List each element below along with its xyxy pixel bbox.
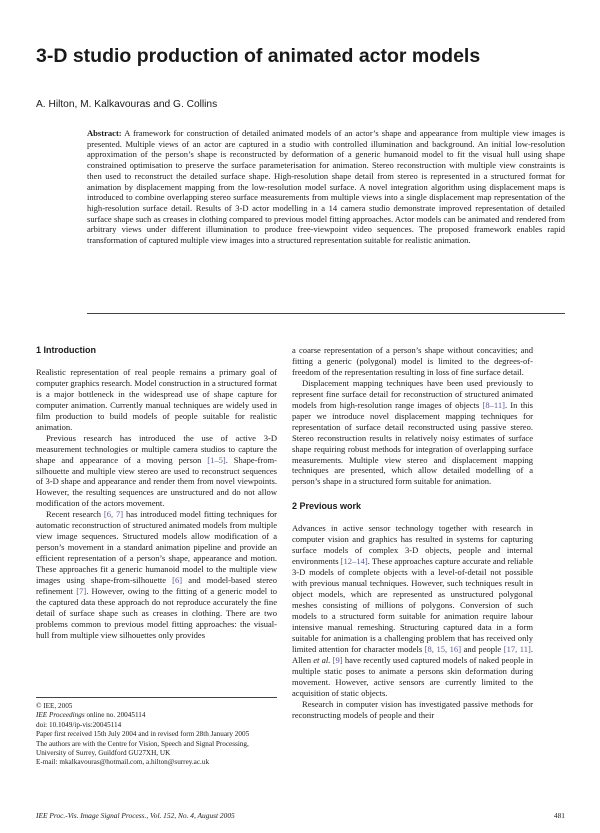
author-list: A. Hilton, M. Kalkavouras and G. Collins <box>36 99 218 110</box>
page-footer <box>36 811 565 820</box>
journal-citation: IEE Proc.-Vis. Image Signal Process., Vol. 152, No. 4, August 2005 <box>36 811 235 820</box>
previous-work-paragraph-2: Research in computer vision has investigated passive methods for reconstructing models of people and their <box>292 698 533 720</box>
citation-link[interactable]: [6] <box>172 575 183 586</box>
doi-note: doi: 10.1049/ip-vis:20045114 <box>36 720 122 729</box>
citation-link[interactable]: [17, 11] <box>503 643 531 654</box>
abstract-divider <box>87 313 565 314</box>
abstract-label: Abstract: <box>87 128 122 138</box>
email-note: E-mail: mkalkavouras@hotmail.com, a.hilton@surrey.ac.uk <box>36 758 210 767</box>
citation-link[interactable]: [1–5] <box>207 454 226 465</box>
online-note: IEE Proceedings online no. 20045114 <box>36 711 146 720</box>
abstract <box>87 128 565 246</box>
received-note: Paper first received 15th July 2004 and in revised form 28th January 2005 <box>36 730 250 739</box>
citation-link[interactable]: [6, 7] <box>103 509 124 520</box>
paper-title: 3-D studio production of animated actor models <box>36 45 481 67</box>
section-heading-introduction: 1 Introduction <box>36 345 96 355</box>
citation-link[interactable]: [9] <box>332 654 343 665</box>
intro-paragraph-3: Recent research [6, 7] has introduced model fitting techniques for automatic reconstruction of structured animated models from multiple view image sequences. Structured models allow modification of a person’s movement in a standard animation pipeline and provide an efficient representation of a person’s shape, appearance and motion. These approaches fit a generic humanoid model to the multiple view images using shape-from-silhouette [6] and model-based stereo refinement [7]. However, owing to the fitting of a generic model to the captured data these approach do not reproduce accurately the fine detail of surface shape such as creases in clothing. There are two problems common to previous model fitting approaches: the visual-hull from multiple view silhouettes only provides <box>36 509 277 640</box>
intro-paragraph-2: Previous research has introduced the use of active 3-D measurement technologies or multiple camera studios to capture the shape and appearance of a moving person [1–5]. Shape-from-silhouette and multiple view stereo are used to reconstruct sequences of 3-D shape and appearance and render them from novel viewpoints. However, the resulting sequences are unstructured and do not allow modification of the actors movement. <box>36 432 277 509</box>
previous-work-paragraph-1: Advances in active sensor technology together with research in computer vision and graphics has resulted in systems for capturing surface models of complex 3-D objects, people and internal environments [12–14]. These approaches capture accurate and reliable 3-D models of complete objects with a level-of-detail not possible with previous manual techniques. However, such techniques result in object models, which are represented as unstructured polygonal meshes consisting of millions of polygons. Conversion of such models to a structured form suitable for animation require labour intensive manual remeshing. Structuring captured data in a form suitable for animation is a challenging problem that has received only limited attention for character models [8, 15, 16] and people [17, 11]. Allen et al. [9] have recently used captured models of naked people in multiple static poses to animate a persons skin deformation during movement. However, active sensors are currently limited to the acquisition of static objects. <box>292 523 534 698</box>
page-number: 481 <box>553 811 565 820</box>
intro-paragraph-4: a coarse representation of a person’s shape without concavities; and fitting a generic (polygonal) model is limited to the degrees-of-freedom of the representation resulting in loss of fine surface detail. <box>292 345 533 377</box>
copyright-note: © IEE, 2005 <box>36 702 73 710</box>
citation-link[interactable]: [7] <box>76 586 87 597</box>
left-column <box>36 345 277 641</box>
citation-link[interactable]: [12–14] <box>340 556 368 567</box>
intro-paragraph-5: Displacement mapping techniques have been used previously to represent fine surface detail for reconstruction of structured animated models from high-resolution range images of objects [8–11]. In this paper we introduce novel displacement mapping techniques for representation of surface detail reconstructed using passive stereo. Stereo reconstruction results in relatively noisy estimates of surface shape requiring robust methods for integration of overlapping surface measurements. Multiple view stereo and displacement mapping techniques are presented, which allow detailed modelling of a person’s shape in a structured form suitable for animation. <box>292 377 533 487</box>
citation-link[interactable]: [8–11] <box>482 399 505 410</box>
right-column <box>292 345 533 721</box>
affiliation-note: The authors are with the Centre for Vision, Speech and Signal Processing, University of Surrey, Guildford GU27XH, UK <box>36 739 249 758</box>
abstract-text: A framework for construction of detailed animated models of an actor’s shape and appearance from multiple view images is presented. Multiple views of an actor are captured in a studio with controlled illumination and background. An initial low-resolution approximation of the person’s shape is reconstructed by deformation of a generic humanoid model to fit the visual hull using shape constrained optimisation to preserve the surface parameterisation for animation. Stereo reconstruction with multiple view constraints is then used to reconstruct the detailed surface shape. High-resolution shape detail from stereo is represented in a structured format for animation by displacement mapping from the low-resolution model surface. A novel integration algorithm using displacement maps is introduced to combine overlapping stereo surface measurements from multiple views into a single displacement map representation of the high-resolution surface detail. Results of 3-D actor modelling in a 14 camera studio demonstrate improved representation of detailed surface shape such as creases in clothing compared to previous model fitting approaches. Actor models can be animated and rendered from arbitrary views under different illumination to produce free-viewpoint video sequences. The proposed framework enables rapid transformation of captured multiple view images into a structured representation suitable for realistic animation. <box>87 128 565 246</box>
footnotes <box>36 697 277 768</box>
intro-paragraph-1: Realistic representation of real people remains a primary goal of computer graphics research. Model construction in a structured format is a major bottleneck in the widespread use of shape capture for computer animation. Currently manual techniques are widely used in film production to build models of people suitable for realistic animation. <box>36 366 277 432</box>
section-heading-previous-work: 2 Previous work <box>292 501 362 512</box>
citation-link[interactable]: [8, 15, 16] <box>424 643 462 654</box>
